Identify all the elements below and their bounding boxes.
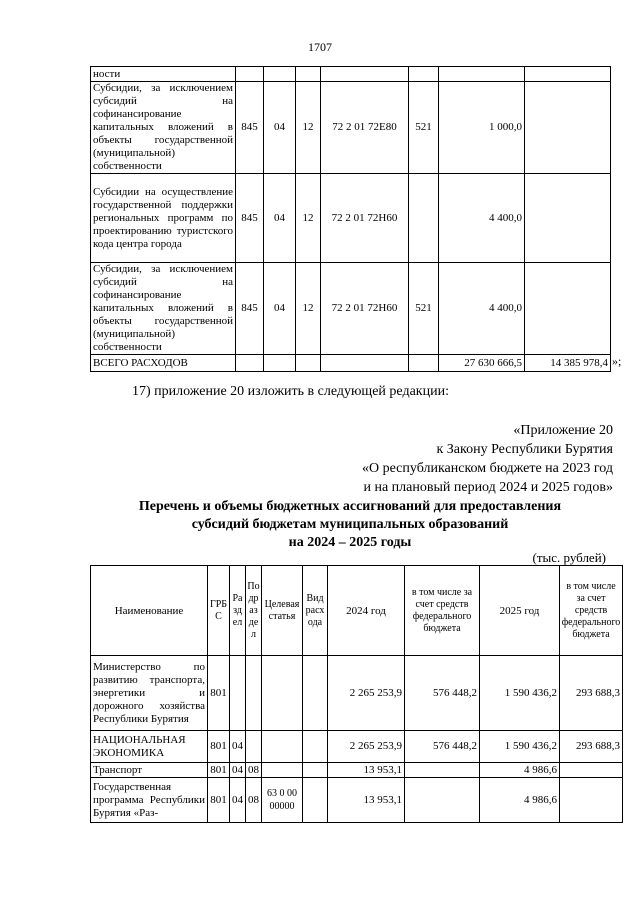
header-type: Вид расхода: [303, 566, 328, 656]
fed-2025-cell: [560, 778, 623, 823]
table-row: [91, 778, 623, 823]
amount-2024-cell: 13 953,1: [328, 763, 405, 778]
grbs-cell: 801: [208, 763, 230, 778]
section-cell: [230, 656, 246, 731]
title-line: субсидий бюджетам муниципальных образований: [191, 517, 509, 532]
type-cell: 521: [409, 263, 439, 355]
subsection-cell: 12: [296, 174, 321, 263]
page-number: 1707: [308, 40, 332, 54]
appendix-line: и на плановый период 2024 и 2025 годов»: [363, 480, 613, 495]
section-cell: 04: [230, 778, 246, 823]
amount-2024-cell: 13 953,1: [328, 778, 405, 823]
header-subsection: Подраздел: [246, 566, 262, 656]
row-name: Субсидии, за исключением субсидий на софинансирование капитальных вложений в объекты государственной (муниципальной) собственности: [91, 82, 236, 174]
fed-2025-cell: [560, 763, 623, 778]
fed-2025-cell: 293 688,3: [560, 656, 623, 731]
table-title: [90, 498, 610, 552]
section-cell: 04: [230, 763, 246, 778]
header-section: Раздел: [230, 566, 246, 656]
amendment-text: 17) приложение 20 изложить в следующей редакции:: [132, 384, 449, 399]
continuation-table: [90, 66, 611, 372]
row-name: Транспорт: [91, 763, 208, 778]
header-fed-2025: в том числе за счет средств федерального бюджета: [560, 566, 623, 656]
article-cell: [262, 731, 303, 763]
header-2024: 2024 год: [328, 566, 405, 656]
grbs-cell: 801: [208, 731, 230, 763]
appendix-line: «Приложение 20: [513, 423, 613, 438]
type-cell: [303, 656, 328, 731]
header-2025: 2025 год: [480, 566, 560, 656]
grbs-cell: 845: [236, 263, 264, 355]
total-amount-other: 14 385 978,4: [525, 355, 611, 372]
grbs-cell: 845: [236, 174, 264, 263]
title-line: Перечень и объемы бюджетных ассигнований для предоставления: [138, 499, 562, 514]
title-line: на 2024 – 2025 годы: [288, 535, 412, 550]
row-name: Субсидии, за исключением субсидий на софинансирование капитальных вложений в объекты государственной (муниципальной) собственности: [91, 263, 236, 355]
type-cell: [303, 731, 328, 763]
appendix-header: [362, 421, 613, 497]
amount-2025-cell: 4 986,6: [480, 763, 560, 778]
section-cell: 04: [264, 263, 296, 355]
header-row: [91, 566, 623, 656]
amount-2024-cell: 2 265 253,9: [328, 731, 405, 763]
article-cell: 72 2 01 72Н60: [321, 263, 409, 355]
row-name: Субсидии на осуществление государственной поддержки региональных программ по проектированию туристского кода центра города: [91, 174, 236, 263]
amount-2025-cell: 1 590 436,2: [480, 731, 560, 763]
header-article: Целевая статья: [262, 566, 303, 656]
fed-2024-cell: 576 448,2: [405, 656, 480, 731]
subsection-cell: [246, 656, 262, 731]
fed-2024-cell: 576 448,2: [405, 731, 480, 763]
amount-cell: 4 400,0: [439, 263, 525, 355]
subsection-cell: 08: [246, 778, 262, 823]
units-label: (тыс. рублей): [532, 550, 606, 565]
article-cell: [262, 656, 303, 731]
table-row: [91, 263, 611, 355]
amount-2024-cell: 2 265 253,9: [328, 656, 405, 731]
header-grbs: ГРБС: [208, 566, 230, 656]
subsection-cell: 12: [296, 82, 321, 174]
article-cell: 63 0 00 00000: [262, 778, 303, 823]
row-name: ности: [91, 67, 236, 82]
section-cell: 04: [264, 82, 296, 174]
amount-2025-cell: 1 590 436,2: [480, 656, 560, 731]
row-name: Государственная программа Республики Бурятия «Раз-: [91, 778, 208, 823]
grbs-cell: 801: [208, 778, 230, 823]
header-fed-2024: в том числе за счет средств федерального бюджета: [405, 566, 480, 656]
table-row: [91, 656, 623, 731]
type-cell: [303, 763, 328, 778]
appendix-line: к Закону Республики Бурятия: [436, 442, 613, 457]
total-suffix: »;: [612, 354, 622, 368]
appendix-line: «О республиканском бюджете на 2023 год: [362, 461, 613, 476]
table-row: [91, 731, 623, 763]
table-row: [91, 67, 611, 82]
fed-2025-cell: 293 688,3: [560, 731, 623, 763]
fed-2024-cell: [405, 763, 480, 778]
table-row: [91, 174, 611, 263]
article-cell: [262, 763, 303, 778]
section-cell: 04: [230, 731, 246, 763]
amount-2025-cell: 4 986,6: [480, 778, 560, 823]
table-row: [91, 82, 611, 174]
row-name: НАЦИОНАЛЬНАЯ ЭКОНОМИКА: [91, 731, 208, 763]
grbs-cell: 845: [236, 82, 264, 174]
subsection-cell: 12: [296, 263, 321, 355]
amount-cell: 1 000,0: [439, 82, 525, 174]
section-cell: 04: [264, 174, 296, 263]
subsection-cell: [246, 731, 262, 763]
table-row: [91, 763, 623, 778]
amount-cell: 4 400,0: [439, 174, 525, 263]
type-cell: [409, 174, 439, 263]
total-row: [91, 355, 611, 372]
subsection-cell: 08: [246, 763, 262, 778]
article-cell: 72 2 01 72Н60: [321, 174, 409, 263]
row-name: Министерство по развитию транспорта, энергетики и дорожного хозяйства Республики Бурятия: [91, 656, 208, 731]
type-cell: 521: [409, 82, 439, 174]
total-label: ВСЕГО РАСХОДОВ: [91, 355, 236, 372]
header-name: Наименование: [91, 566, 208, 656]
fed-2024-cell: [405, 778, 480, 823]
total-amount-2023: 27 630 666,5: [439, 355, 525, 372]
subsidies-table: [90, 565, 623, 823]
type-cell: [303, 778, 328, 823]
grbs-cell: 801: [208, 656, 230, 731]
article-cell: 72 2 01 72Е80: [321, 82, 409, 174]
